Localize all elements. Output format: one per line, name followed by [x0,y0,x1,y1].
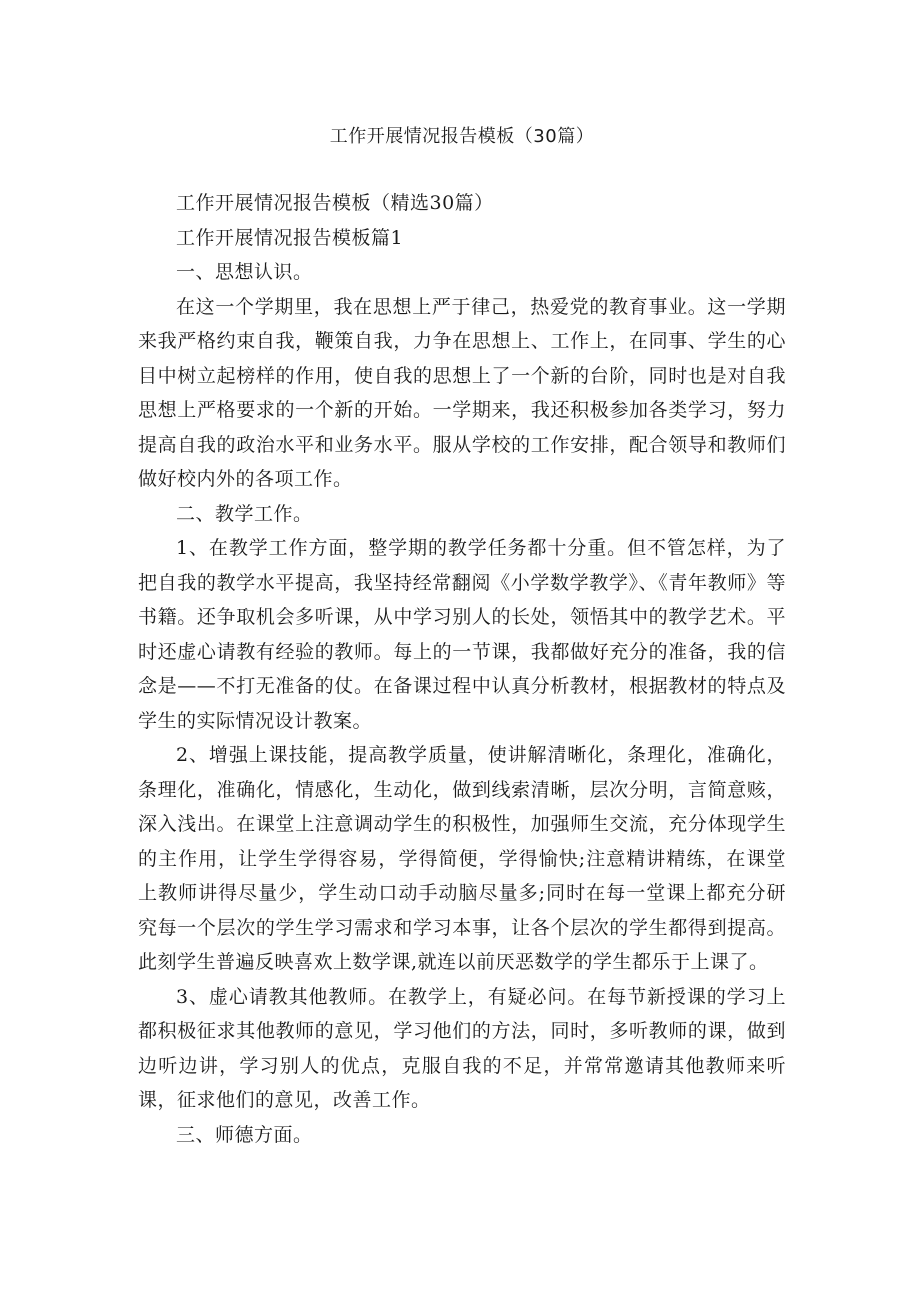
body-paragraph: 3、虚心请教其他教师。在教学上，有疑必问。在每节新授课的学习上都积极征求其他教师的意见，学习他们的方法，同时，多听教师的课，做到边听边讲，学习别人的优点，克服自我的不足，并常常邀请其他教师来听课，征求他们的意见，改善工作。 [138,985,786,1111]
document-body [138,186,786,1152]
body-paragraph: 2、增强上课技能，提高教学质量，使讲解清晰化，条理化，准确化，条理化，准确化，情感化，生动化，做到线索清晰，层次分明，言简意赅，深入浅出。在课堂上注意调动学生的积极性，加强师生交流，充分体现学生的主作用，让学生学得容易，学得简便，学得愉快;注意精讲精练，在课堂上教师讲得尽量少，学生动口动手动脑尽量多;同时在每一堂课上都充分研究每一个层次的学生学习需求和学习本事，让各个层次的学生都得到提高。此刻学生普遍反映喜欢上数学课,就连以前厌恶数学的学生都乐于上课了。 [138,744,786,973]
section-heading: 二、教学工作。 [176,502,313,525]
subtitle-paragraph: 工作开展情况报告模板（精选30篇） [176,192,494,214]
section-heading: 一、思想认识。 [176,261,313,283]
section-heading: 三、师德方面。 [176,1123,313,1146]
body-paragraph: 在这一个学期里，我在思想上严于律己，热爱党的教育事业。这一学期来我严格约束自我，鞭策自我，力争在思想上、工作上，在同事、学生的心目中树立起榜样的作用，使自我的思想上了一个新的台阶，同时也是对自我思想上严格要求的一个新的开始。一学期来，我还积极参加各类学习，努力提高自我的政治水平和业务水平。服从学校的工作安排，配合领导和教师们做好校内外的各项工作。 [138,295,786,490]
document-title: 工作开展情况报告模板（30篇） [329,126,595,147]
body-paragraph: 1、在教学工作方面，整学期的教学任务都十分重。但不管怎样，为了把自我的教学水平提高，我坚持经常翻阅《小学数学教学》、《青年教师》等书籍。还争取机会多听课，从中学习别人的长处，领悟其中的教学艺术。平时还虚心请教有经验的教师。每上的一节课，我都做好充分的准备，我的信念是——不打无准备的仗。在备课过程中认真分析教材，根据教材的特点及学生的实际情况设计教案。 [138,537,786,732]
section-heading: 工作开展情况报告模板篇1 [176,226,404,249]
